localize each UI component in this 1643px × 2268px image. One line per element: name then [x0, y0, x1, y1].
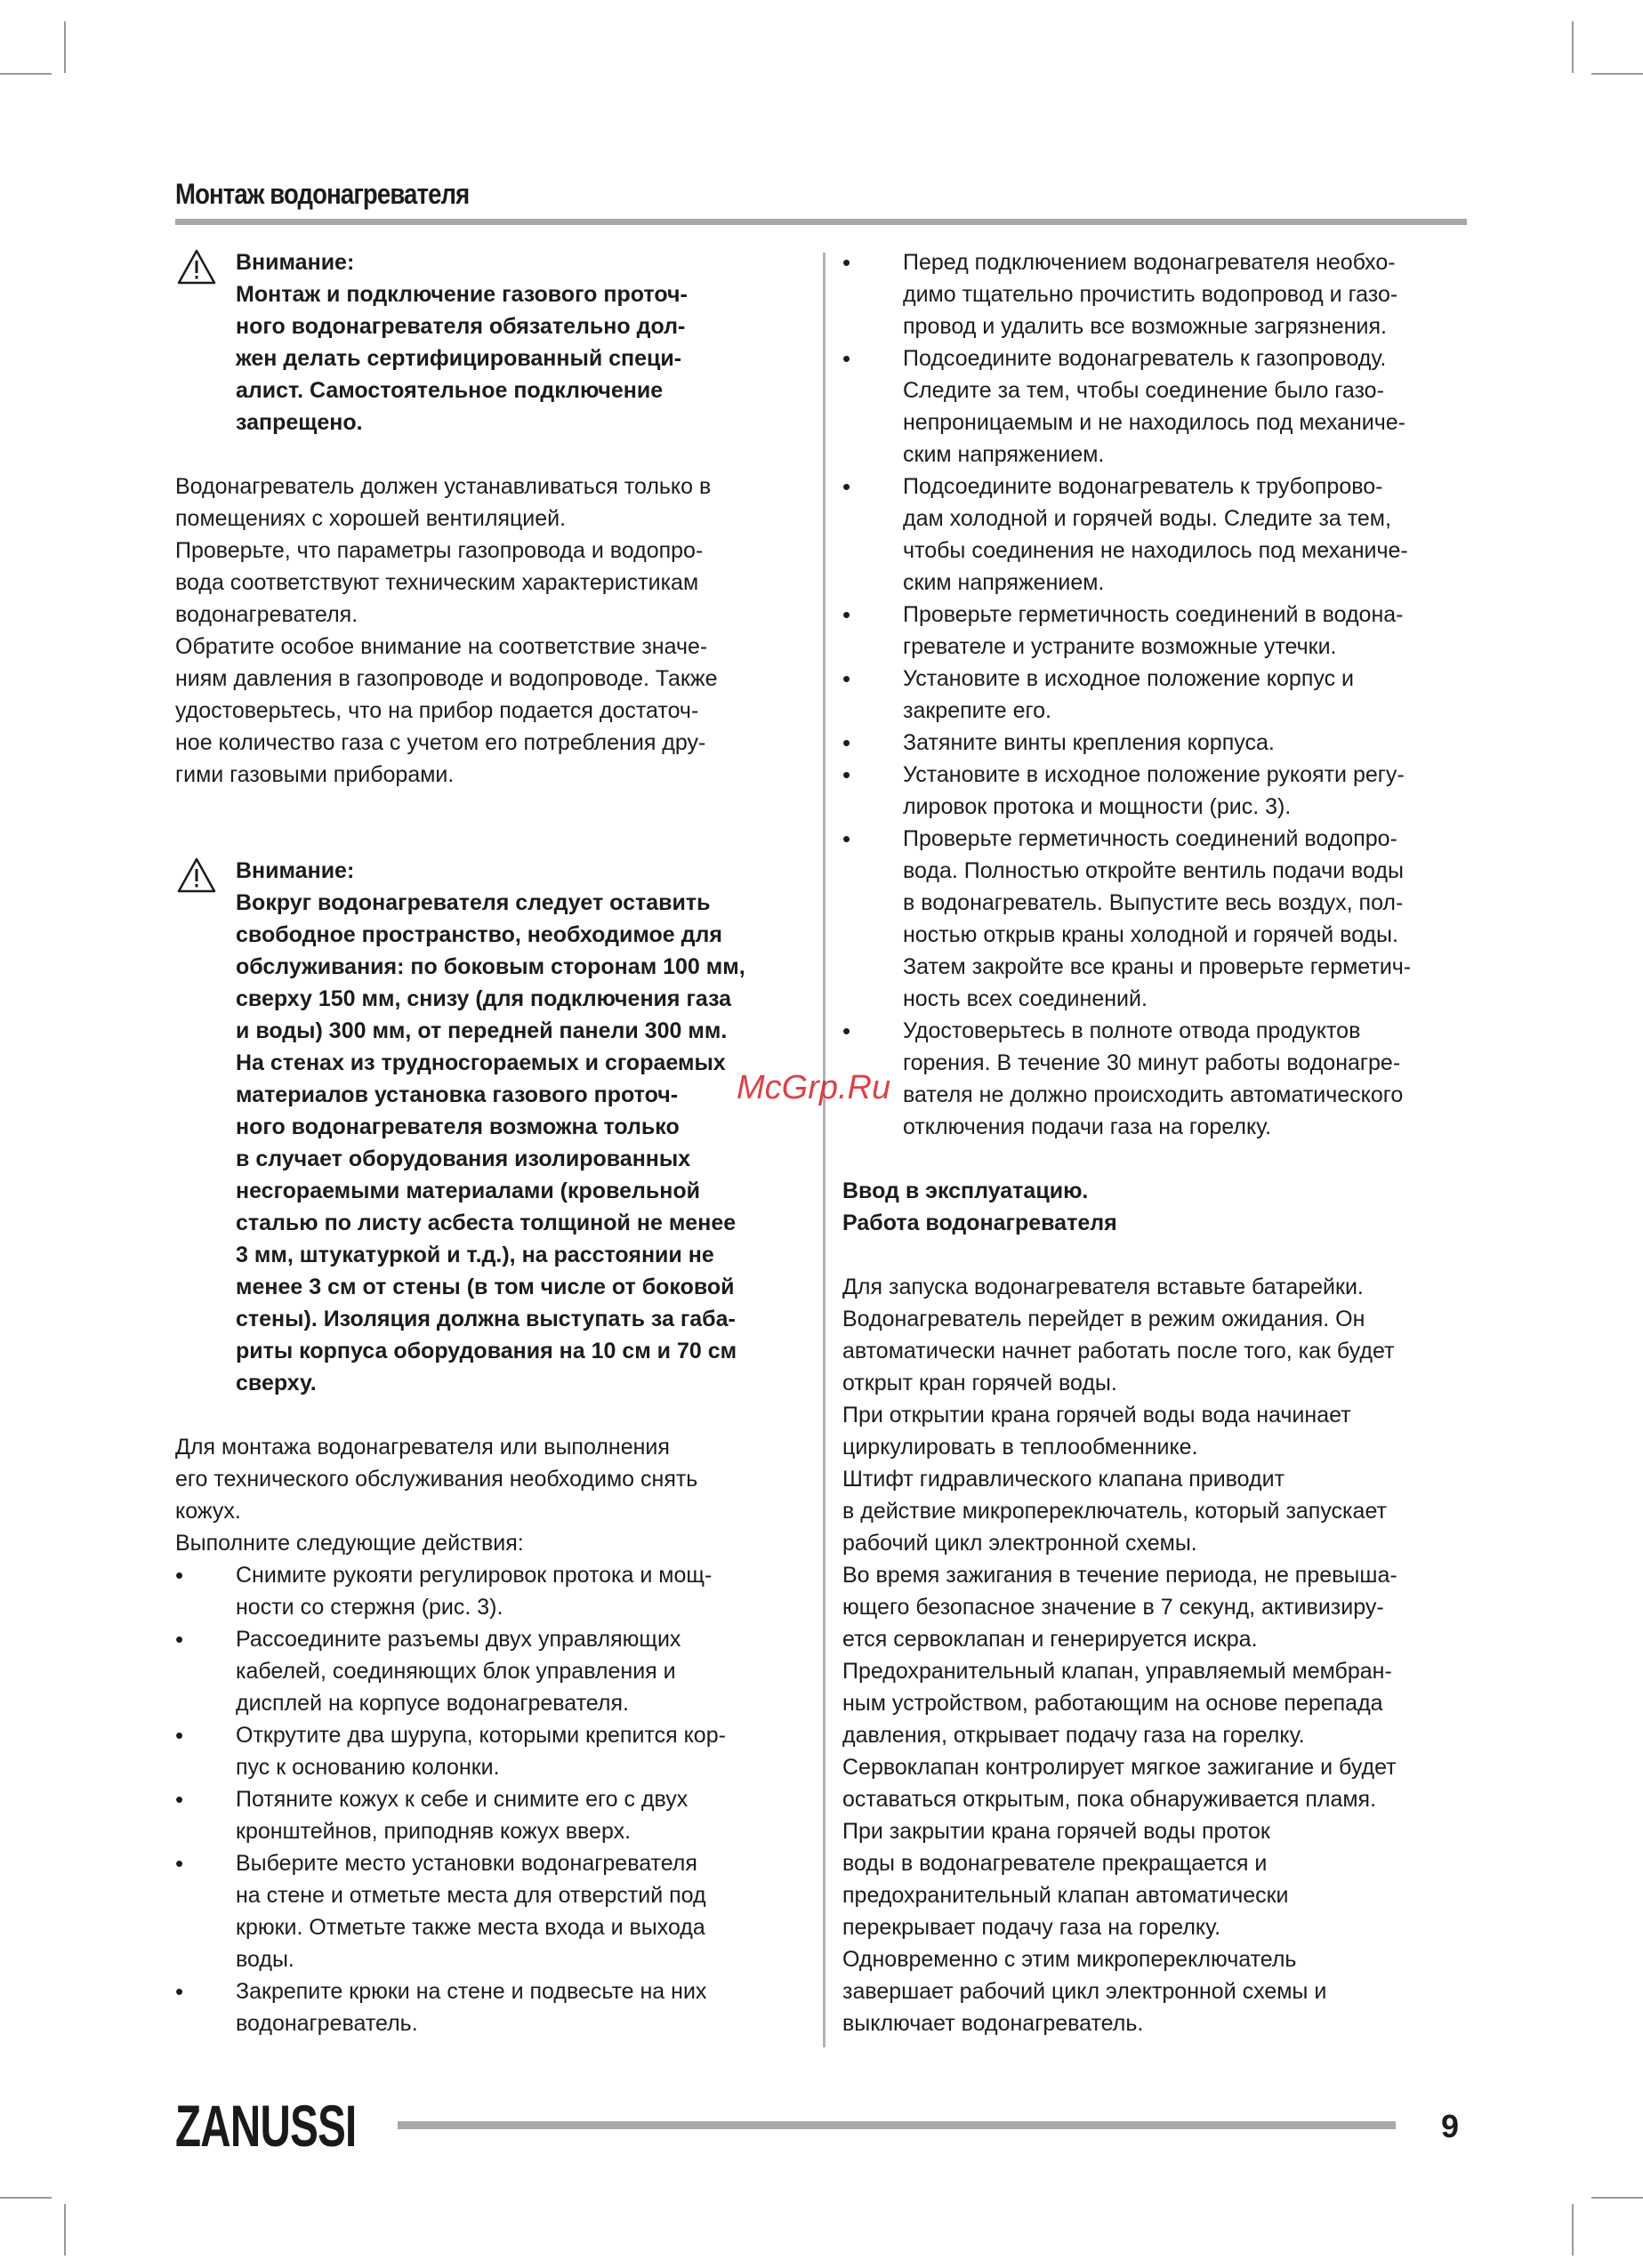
warning-block-1	[175, 246, 801, 438]
list-item-line: крюки. Отметьте также места входа и выхода	[236, 1915, 705, 1940]
text-line: кожух.	[175, 1499, 241, 1524]
list-item	[842, 663, 1467, 727]
list-item	[175, 1783, 801, 1847]
crop-mark	[1572, 21, 1574, 73]
section-title: Монтаж водонагревателя	[175, 178, 470, 210]
text-line: открыт кран горячей воды.	[842, 1371, 1117, 1395]
paragraph-operation	[842, 1271, 1467, 2039]
list-item-line: ским напряжением.	[903, 570, 1105, 595]
warning-heading: Внимание:	[236, 250, 355, 275]
warning-line: материалов установка газового проточ-	[236, 1082, 679, 1107]
column-divider	[823, 253, 826, 2047]
list-item	[175, 1719, 801, 1783]
list-item-line: лировок протока и мощности (рис. 3).	[903, 794, 1292, 819]
warning-heading: Внимание:	[236, 858, 355, 883]
text-line: завершает рабочий цикл электронной схемы и	[842, 1979, 1327, 2004]
list-item-line: вателя не должно происходить автоматического	[903, 1082, 1404, 1107]
text-line: давления, открывает подачу газа на горелку.	[842, 1723, 1305, 1748]
warning-line: в случает оборудования изолированных	[236, 1146, 691, 1171]
list-item-line: • Снимите рукояти регулировок протока и мощ-	[236, 1563, 713, 1588]
list-item-line: ским напряжением.	[903, 442, 1105, 467]
list-item-line: • Проверьте герметичность соединений водопро-	[903, 826, 1397, 851]
page-number: 9	[1441, 2108, 1460, 2144]
text-line: ное количество газа с учетом его потребления дру-	[175, 730, 706, 755]
paragraph-disassembly	[175, 1431, 801, 1559]
list-item-line: • Открутите два шурупа, которыми крепится кор-	[236, 1723, 726, 1748]
warning-line: сверху.	[236, 1371, 317, 1395]
list-item-line: гревателе и устраните возможные утечки.	[903, 634, 1337, 659]
list-item	[842, 727, 1467, 759]
list-item-line: ностью открыв краны холодной и горячей воды.	[903, 922, 1398, 947]
list-item-line: • Подсоедините водонагреватель к трубопрово-	[903, 474, 1383, 499]
crop-mark	[64, 21, 66, 73]
warning-line: риты корпуса оборудования на 10 см и 70 см	[236, 1339, 737, 1363]
list-item-line: • Закрепите крюки на стене и подвесьте на них	[236, 1979, 707, 2004]
warning-line: свободное пространство, необходимое для	[236, 922, 722, 947]
list-item-line: • Рассоедините разъемы двух управляющих	[236, 1627, 681, 1652]
list-item-line: на стене и отметьте места для отверстий под	[236, 1883, 706, 1908]
text-line: Штифт гидравлического клапана приводит	[842, 1467, 1285, 1492]
text-line: Для запуска водонагревателя вставьте батарейки.	[842, 1275, 1364, 1299]
text-line: удостоверьтесь, что на прибор подается достаточ-	[175, 698, 699, 723]
text-line: При закрытии крана горячей воды проток	[842, 1819, 1270, 1844]
list-item-line: • Установите в исходное положение корпус и	[903, 666, 1354, 691]
list-item	[842, 759, 1467, 823]
subheading-commissioning: Ввод в эксплуатацию.	[842, 1178, 1089, 1203]
steps-list-right	[842, 246, 1467, 1143]
warning-line: Вокруг водонагревателя следует оставить	[236, 890, 711, 915]
text-line: в действие микропереключатель, который запускает	[842, 1499, 1387, 1524]
list-item-line: • Подсоедините водонагреватель к газопроводу.	[903, 346, 1387, 371]
crop-mark	[64, 2204, 66, 2256]
list-item-line: • Потяните кожух к себе и снимите его с двух	[236, 1787, 689, 1812]
list-item	[842, 246, 1467, 342]
text-line: Предохранительный клапан, управляемый мембран-	[842, 1659, 1392, 1684]
footer-rule	[398, 2121, 1396, 2129]
warning-line: 3 мм, штукатуркой и т.д.), на расстоянии не	[236, 1243, 714, 1267]
text-line: оставаться открытым, пока обнаруживается пламя.	[842, 1787, 1377, 1812]
list-item-line: Затем закройте все краны и проверьте герметич-	[903, 954, 1412, 979]
warning-triangle-icon	[177, 249, 216, 285]
list-item	[175, 1559, 801, 1623]
list-item	[842, 823, 1467, 1015]
list-item	[842, 470, 1467, 599]
crop-mark	[0, 2197, 52, 2199]
header-rule	[175, 219, 1467, 225]
crop-mark	[1591, 2197, 1643, 2199]
list-item-line: ности со стержня (рис. 3).	[236, 1595, 503, 1620]
text-line: Обратите особое внимание на соответствие значе-	[175, 634, 708, 659]
text-line: водонагревателя.	[175, 602, 358, 627]
crop-mark	[1572, 2204, 1574, 2256]
crop-mark	[0, 73, 52, 75]
text-line: его технического обслуживания необходимо снять	[175, 1467, 698, 1492]
list-item-line: кабелей, соединяющих блок управления и	[236, 1659, 676, 1684]
warning-line: ного водонагревателя обязательно дол-	[236, 314, 686, 339]
text-line: ниям давления в газопроводе и водопроводе. Также	[175, 666, 718, 691]
text-line: перекрывает подачу газа на горелку.	[842, 1915, 1221, 1940]
warning-line: сталью по листу асбеста толщиной не менее	[236, 1210, 737, 1235]
list-item-line: Следите за тем, чтобы соединение было газо-	[903, 378, 1384, 403]
warning-line: жен делать сертифицированный специ-	[236, 346, 682, 371]
warning-line: менее 3 см от стены (в том числе от боковой	[236, 1275, 735, 1299]
text-line: циркулировать в теплообменнике.	[842, 1435, 1198, 1460]
left-column	[175, 246, 801, 2039]
list-item-line: непроницаемым и не находилось под механиче-	[903, 410, 1406, 435]
warning-block-2	[175, 855, 801, 1399]
list-item	[842, 342, 1467, 470]
text-line: предохранительный клапан автоматически	[842, 1883, 1289, 1908]
list-item-line: • Удостоверьтесь в полноте отвода продуктов	[903, 1018, 1361, 1043]
warning-line: На стенах из трудносгораемых и сгораемых	[236, 1050, 726, 1075]
list-item-line: дисплей на корпусе водонагревателя.	[236, 1691, 629, 1716]
list-item-line: вода. Полностью откройте вентиль подачи воды	[903, 858, 1404, 883]
list-item-line: • Перед подключением водонагревателя необхо-	[903, 250, 1396, 275]
list-item-line: отключения подачи газа на горелку.	[903, 1114, 1272, 1139]
list-item-line: чтобы соединения не находилось под механиче-	[903, 538, 1408, 563]
crop-mark	[1591, 73, 1643, 75]
warning-line: ного водонагревателя возможна только	[236, 1114, 680, 1139]
warning-line: несгораемыми материалами (кровельной	[236, 1178, 700, 1203]
list-item-line: • Проверьте герметичность соединений в водона-	[903, 602, 1404, 627]
text-line: вода соответствуют техническим характеристикам	[175, 570, 699, 595]
text-line: ным устройством, работающим на основе перепада	[842, 1691, 1383, 1716]
list-item	[842, 1015, 1467, 1143]
list-item-line: пус к основанию колонки.	[236, 1755, 500, 1780]
list-item	[175, 1623, 801, 1719]
list-item-line: ность всех соединений.	[903, 986, 1148, 1011]
text-line: помещениях с хорошей вентиляцией.	[175, 506, 567, 531]
text-line: Во время зажигания в течение периода, не превыша-	[842, 1563, 1397, 1588]
warning-line: и воды) 300 мм, от передней панели 300 мм.	[236, 1018, 728, 1043]
list-item-line: • Выберите место установки водонагревателя	[236, 1851, 697, 1876]
warning-line: алист. Самостоятельное подключение	[236, 378, 664, 403]
list-item-line: воды.	[236, 1947, 294, 1972]
warning-line: запрещено.	[236, 410, 363, 435]
warning-line: стены). Изоляция должна выступать за габа-	[236, 1307, 736, 1331]
list-item-line: димо тщательно прочистить водопровод и газо-	[903, 282, 1398, 307]
list-item-line: горения. В течение 30 минут работы водонагре-	[903, 1050, 1401, 1075]
brand-logo: ZANUSSI	[175, 2093, 357, 2159]
subheading-operation: Работа водонагревателя	[842, 1210, 1117, 1235]
warning-line: обслуживания: по боковым сторонам 100 мм,	[236, 954, 745, 979]
list-item	[842, 599, 1467, 663]
warning-triangle-icon	[177, 857, 216, 893]
text-line: ется сервоклапан и генерируется искра.	[842, 1627, 1258, 1652]
list-item-line: • Установите в исходное положение рукояти регу-	[903, 762, 1405, 787]
text-line: Одновременно с этим микропереключатель	[842, 1947, 1297, 1972]
steps-list-left	[175, 1559, 801, 2039]
warning-line: Монтаж и подключение газового проточ-	[236, 282, 688, 307]
list-item-line: дам холодной и горячей воды. Следите за тем,	[903, 506, 1391, 531]
text-line: Сервоклапан контролирует мягкое зажигание и будет	[842, 1755, 1397, 1780]
paragraph-ventilation	[175, 470, 801, 791]
text-line: рабочий цикл электронной схемы.	[842, 1531, 1197, 1556]
list-item	[175, 1847, 801, 1975]
text-line: гими газовыми приборами.	[175, 762, 455, 787]
text-line: выключает водонагреватель.	[842, 2011, 1144, 2036]
text-line: Выполните следующие действия:	[175, 1531, 524, 1556]
text-line: Для монтажа водонагревателя или выполнения	[175, 1435, 670, 1460]
text-line: При открытии крана горячей воды вода начинает	[842, 1403, 1351, 1428]
list-item	[175, 1975, 801, 2039]
list-item-line: в водонагреватель. Выпустите весь воздух, пол-	[903, 890, 1404, 915]
watermark: McGrp.Ru	[737, 1069, 891, 1106]
list-item-line: провод и удалить все возможные загрязнения.	[903, 314, 1387, 339]
text-line: Водонагреватель должен устанавливаться только в	[175, 474, 712, 499]
list-item-line: закрепите его.	[903, 698, 1051, 723]
text-line: Водонагреватель перейдет в режим ожидания. Он	[842, 1307, 1365, 1331]
warning-line: сверху 150 мм, снизу (для подключения газа	[236, 986, 732, 1011]
list-item-line: кронштейнов, приподняв кожух вверх.	[236, 1819, 632, 1844]
text-line: воды в водонагревателе прекращается и	[842, 1851, 1268, 1876]
text-line: автоматически начнет работать после того, как будет	[842, 1339, 1395, 1363]
right-column	[842, 246, 1467, 2039]
text-line: ющего безопасное значение в 7 секунд, активизиру-	[842, 1595, 1384, 1620]
text-line: Проверьте, что параметры газопровода и водопро-	[175, 538, 704, 563]
list-item-line: • Затяните винты крепления корпуса.	[903, 730, 1275, 755]
list-item-line: водонагреватель.	[236, 2011, 418, 2036]
